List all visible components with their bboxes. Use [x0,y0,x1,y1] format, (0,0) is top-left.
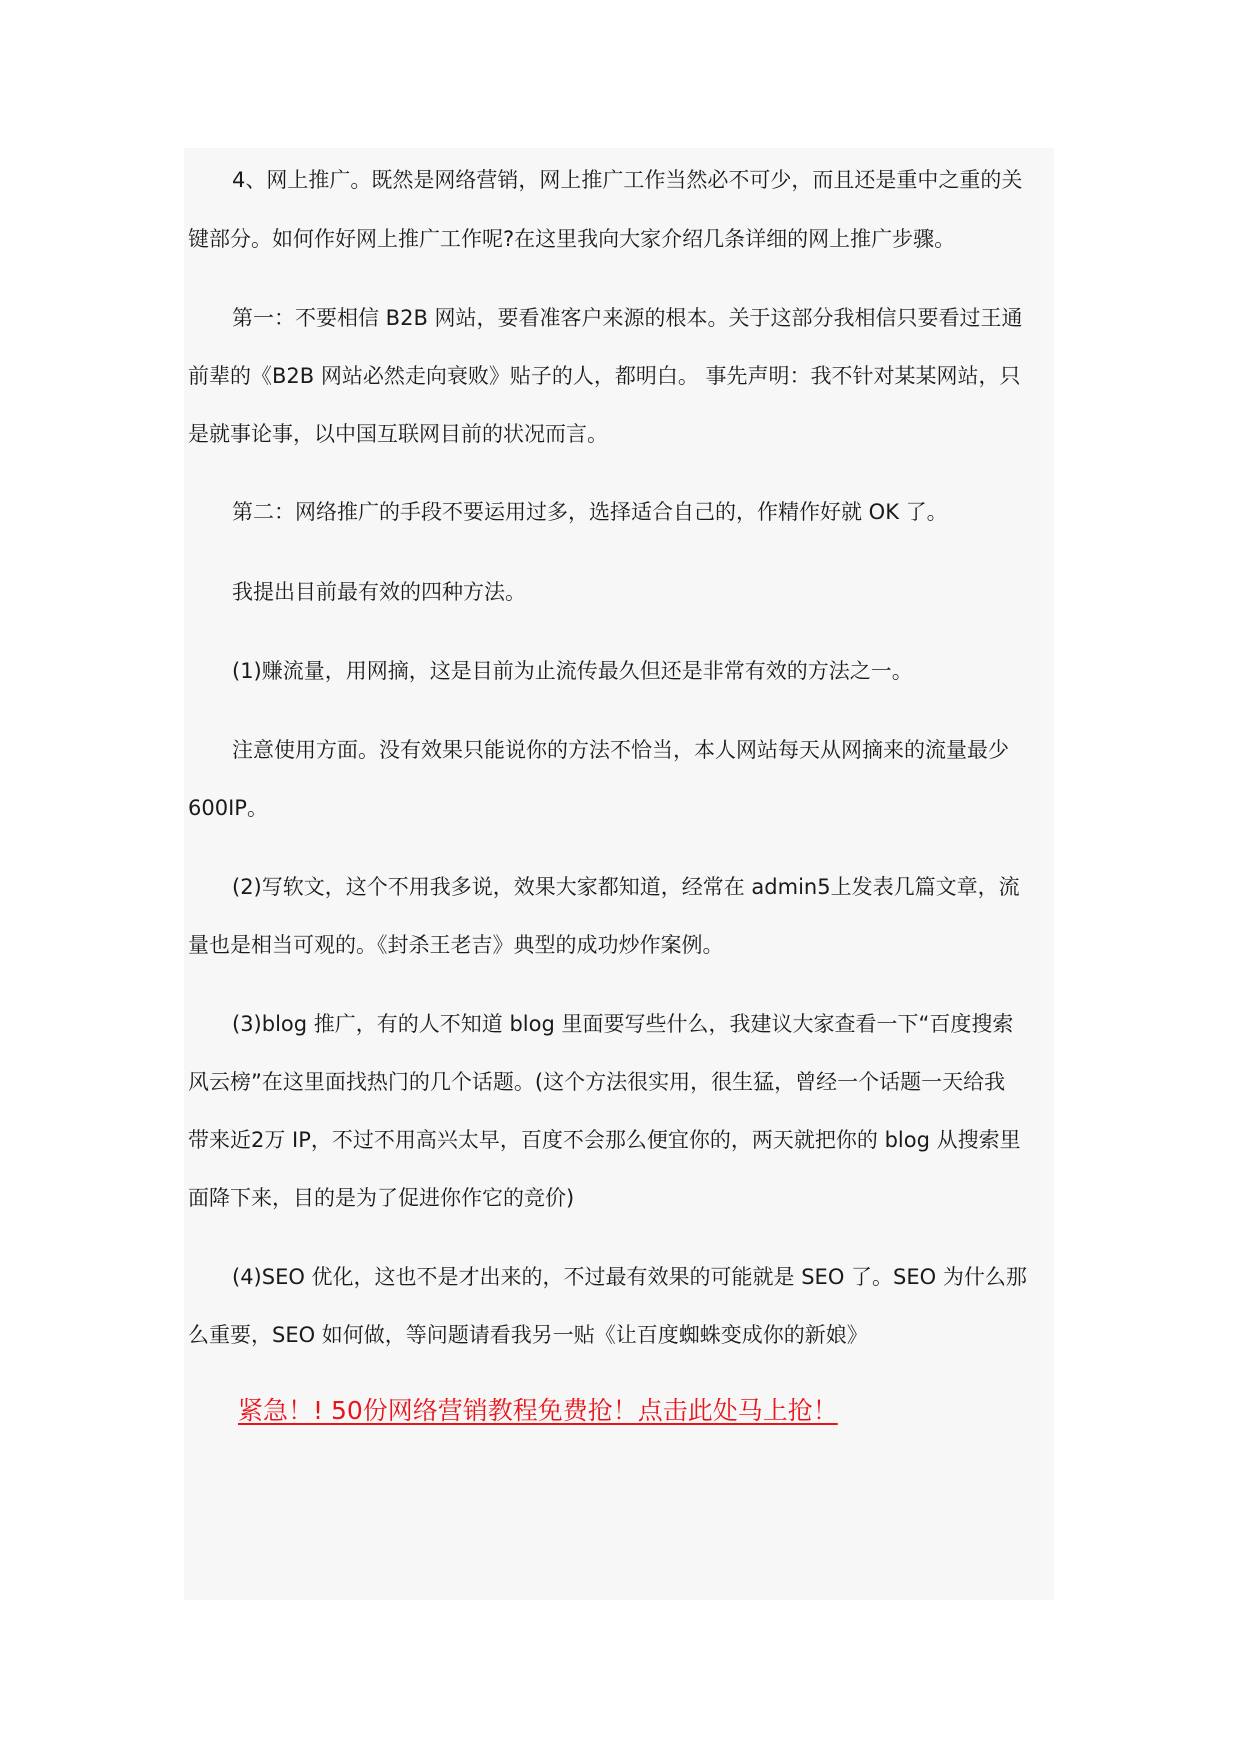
document-body [184,148,1054,1600]
paragraph-line: 我提出目前最有效的四种方法。 [232,580,526,604]
paragraph-line: 带来近2万 IP，不过不用高兴太早，百度不会那么便宜你的，两天就把你的 blog 从搜索里 [188,1128,1021,1152]
paragraph-line: 是就事论事，以中国互联网目前的状况而言。 [188,422,608,446]
paragraph-line: 第一：不要相信 B2B 网站，要看准客户来源的根本。关于这部分我相信只要看过王通 [232,306,1023,330]
paragraph-line: 么重要，SEO 如何做，等问题请看我另一贴《让百度蜘蛛变成你的新娘》 [188,1323,868,1347]
paragraph-line: (3)blog 推广，有的人不知道 blog 里面要写些什么，我建议大家查看一下“百度搜索 [232,1012,1014,1036]
paragraph-line: 面降下来，目的是为了促进你作它的竞价) [188,1186,575,1210]
paragraph-line: 注意使用方面。没有效果只能说你的方法不恰当，本人网站每天从网摘来的流量最少 [232,738,1009,762]
promo-link[interactable]: 紧急！! 50份网络营销教程免费抢！点击此处马上抢！ [238,1396,838,1425]
paragraph-line: 风云榜”在这里面找热门的几个话题。(这个方法很实用，很生猛，曾经一个话题一天给我 [188,1070,1006,1094]
paragraph-line: (4)SEO 优化，这也不是才出来的，不过最有效果的可能就是 SEO 了。SEO 为什么那 [232,1265,1027,1289]
paragraph-line: 4、网上推广。既然是网络营销，网上推广工作当然必不可少，而且还是重中之重的关 [232,168,1023,192]
paragraph-line: 第二：网络推广的手段不要运用过多，选择适合自己的，作精作好就 OK 了。 [232,500,948,524]
paragraph-line: 量也是相当可观的。《封杀王老吉》典型的成功炒作案例。 [188,933,724,957]
paragraph-line: 键部分。如何作好网上推广工作呢?在这里我向大家介绍几条详细的网上推广步骤。 [188,227,956,251]
paragraph-line: 600IP。 [188,796,268,820]
paragraph-line: 前辈的《B2B 网站必然走向衰败》贴子的人，都明白。 事先声明：我不针对某某网站，只 [188,364,1021,388]
paragraph-line: (2)写软文，这个不用我多说，效果大家都知道，经常在 admin5上发表几篇文章，流 [232,875,1020,899]
paragraph-line: (1)赚流量，用网摘，这是目前为止流传最久但还是非常有效的方法之一。 [232,659,913,683]
